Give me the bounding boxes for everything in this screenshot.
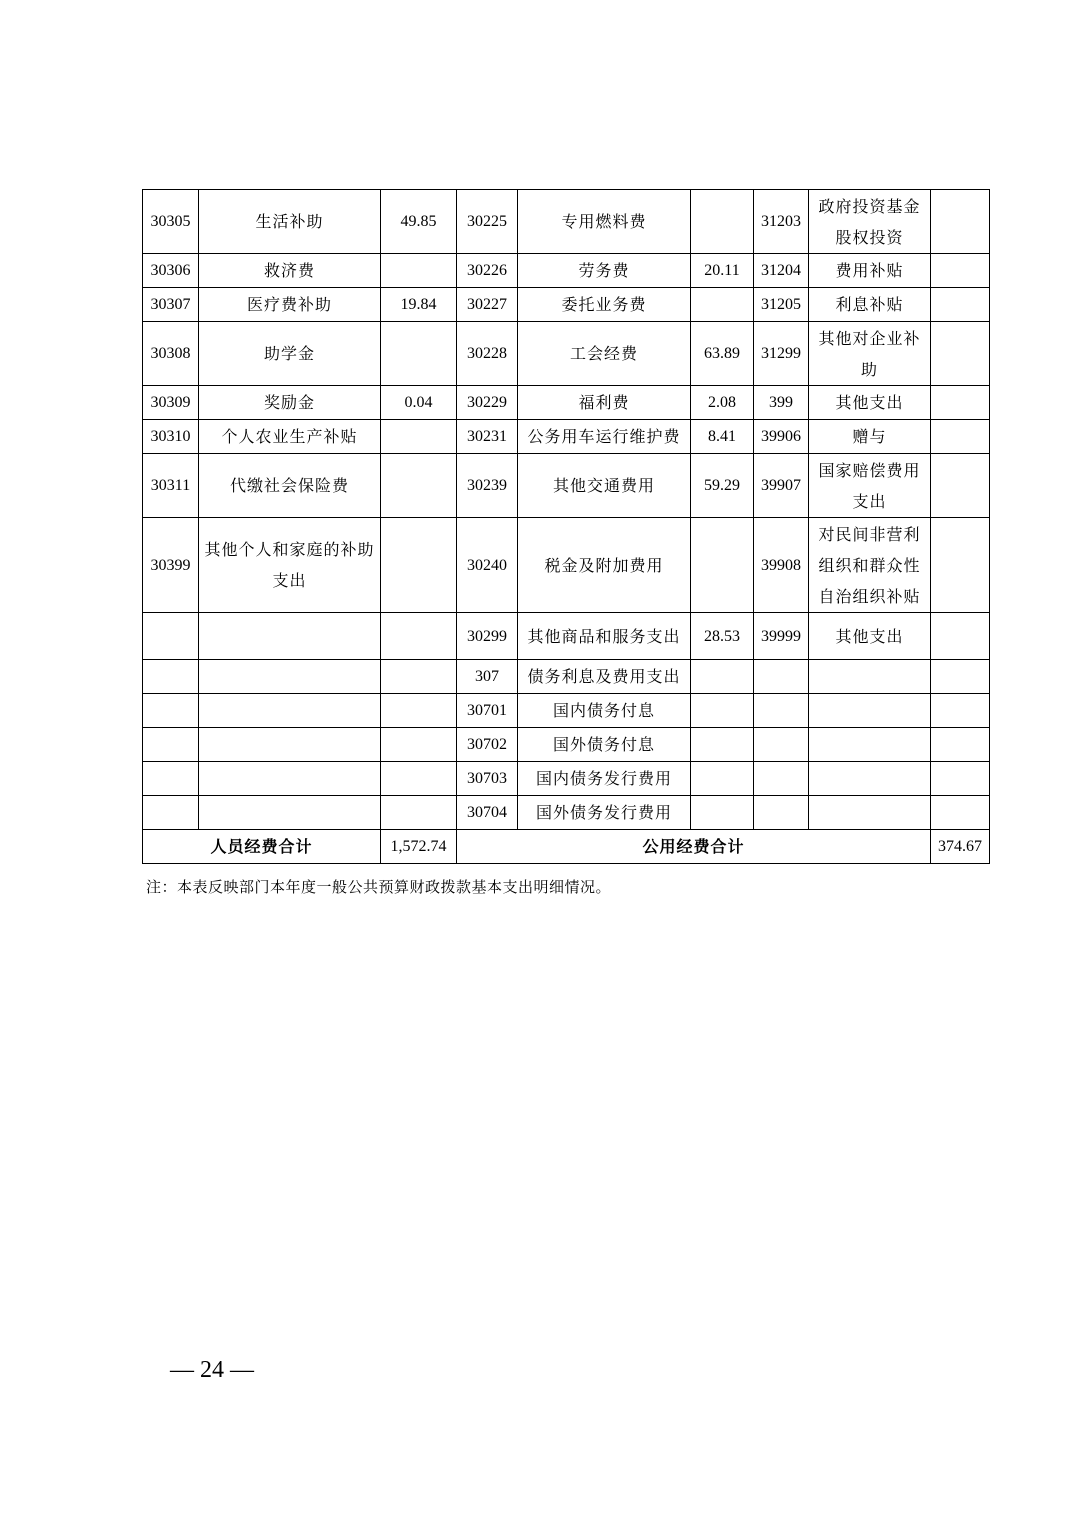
cell-item-1: 助学金 (199, 322, 381, 386)
cell-item-3 (809, 728, 931, 762)
cell-amount-2: 59.29 (691, 454, 754, 518)
cell-item-3 (809, 660, 931, 694)
cell-amount-1: 19.84 (381, 288, 457, 322)
cell-amount-2: 8.41 (691, 420, 754, 454)
cell-item-1: 医疗费补助 (199, 288, 381, 322)
cell-item-2: 委托业务费 (518, 288, 691, 322)
cell-amount-1 (381, 518, 457, 613)
table-row (143, 454, 990, 518)
cell-code-1 (143, 613, 199, 660)
table-row (143, 386, 990, 420)
cell-code-3: 39908 (754, 518, 809, 613)
cell-item-3: 政府投资基金股权投资 (809, 190, 931, 254)
cell-amount-2 (691, 694, 754, 728)
cell-code-1: 30310 (143, 420, 199, 454)
cell-code-2: 30703 (457, 762, 518, 796)
expenditure-detail-table (142, 189, 990, 864)
public-total-label: 公用经费合计 (457, 830, 931, 864)
cell-amount-1 (381, 322, 457, 386)
table-row (143, 518, 990, 613)
cell-item-2: 其他商品和服务支出 (518, 613, 691, 660)
cell-code-2: 30229 (457, 386, 518, 420)
table-row (143, 613, 990, 660)
cell-item-1 (199, 728, 381, 762)
cell-code-3: 31204 (754, 254, 809, 288)
cell-item-1 (199, 613, 381, 660)
cell-item-2: 其他交通费用 (518, 454, 691, 518)
cell-amount-3 (931, 386, 990, 420)
cell-amount-3 (931, 660, 990, 694)
cell-code-3 (754, 762, 809, 796)
cell-amount-1: 0.04 (381, 386, 457, 420)
cell-amount-1 (381, 762, 457, 796)
cell-amount-3 (931, 796, 990, 830)
cell-code-2: 30226 (457, 254, 518, 288)
cell-amount-3 (931, 613, 990, 660)
cell-item-1 (199, 762, 381, 796)
cell-item-1: 个人农业生产补贴 (199, 420, 381, 454)
table-row (143, 288, 990, 322)
cell-code-2: 30227 (457, 288, 518, 322)
cell-amount-2: 63.89 (691, 322, 754, 386)
cell-amount-2 (691, 288, 754, 322)
cell-item-1 (199, 694, 381, 728)
cell-code-3: 31299 (754, 322, 809, 386)
cell-amount-3 (931, 762, 990, 796)
cell-item-3: 其他对企业补助 (809, 322, 931, 386)
cell-item-1: 救济费 (199, 254, 381, 288)
cell-code-1 (143, 694, 199, 728)
cell-item-3: 其他支出 (809, 613, 931, 660)
cell-amount-1 (381, 660, 457, 694)
cell-amount-1 (381, 728, 457, 762)
cell-amount-2 (691, 660, 754, 694)
cell-item-2: 专用燃料费 (518, 190, 691, 254)
cell-code-2: 30225 (457, 190, 518, 254)
cell-code-2: 307 (457, 660, 518, 694)
cell-amount-1 (381, 454, 457, 518)
cell-amount-2: 20.11 (691, 254, 754, 288)
cell-amount-3 (931, 322, 990, 386)
cell-item-2: 债务利息及费用支出 (518, 660, 691, 694)
cell-code-1: 30308 (143, 322, 199, 386)
cell-item-3: 对民间非营利组织和群众性自治组织补贴 (809, 518, 931, 613)
table-row (143, 796, 990, 830)
cell-item-1: 代缴社会保险费 (199, 454, 381, 518)
cell-item-1 (199, 796, 381, 830)
cell-amount-2 (691, 796, 754, 830)
cell-code-1: 30309 (143, 386, 199, 420)
table-row (143, 728, 990, 762)
table-row (143, 420, 990, 454)
cell-code-3 (754, 694, 809, 728)
cell-item-2: 税金及附加费用 (518, 518, 691, 613)
cell-item-3 (809, 694, 931, 728)
cell-code-3: 31205 (754, 288, 809, 322)
cell-amount-1 (381, 694, 457, 728)
cell-amount-3 (931, 454, 990, 518)
cell-code-1 (143, 796, 199, 830)
personnel-total-label: 人员经费合计 (143, 830, 381, 864)
cell-item-2: 国外债务付息 (518, 728, 691, 762)
cell-code-3 (754, 796, 809, 830)
cell-code-1: 30305 (143, 190, 199, 254)
cell-item-3: 国家赔偿费用支出 (809, 454, 931, 518)
cell-item-3 (809, 762, 931, 796)
cell-item-1: 奖励金 (199, 386, 381, 420)
cell-item-3: 赠与 (809, 420, 931, 454)
cell-amount-3 (931, 728, 990, 762)
cell-item-3: 利息补贴 (809, 288, 931, 322)
cell-item-2: 劳务费 (518, 254, 691, 288)
cell-code-1 (143, 660, 199, 694)
cell-amount-2 (691, 190, 754, 254)
cell-amount-2 (691, 518, 754, 613)
cell-item-2: 国外债务发行费用 (518, 796, 691, 830)
cell-amount-3 (931, 190, 990, 254)
table-row (143, 660, 990, 694)
cell-item-2: 公务用车运行维护费 (518, 420, 691, 454)
cell-code-3 (754, 728, 809, 762)
cell-item-2: 国内债务付息 (518, 694, 691, 728)
cell-amount-3 (931, 518, 990, 613)
cell-amount-3 (931, 254, 990, 288)
personnel-total-value: 1,572.74 (381, 830, 457, 864)
cell-amount-3 (931, 288, 990, 322)
cell-item-3 (809, 796, 931, 830)
cell-item-2: 福利费 (518, 386, 691, 420)
table-row (143, 254, 990, 288)
table-note: 注：本表反映部门本年度一般公共预算财政拨款基本支出明细情况。 (146, 878, 612, 896)
cell-code-3: 399 (754, 386, 809, 420)
totals-row (143, 830, 990, 864)
cell-amount-2 (691, 728, 754, 762)
cell-item-3: 费用补贴 (809, 254, 931, 288)
cell-code-1 (143, 762, 199, 796)
cell-amount-3 (931, 420, 990, 454)
table-row (143, 694, 990, 728)
cell-code-1: 30311 (143, 454, 199, 518)
page-number: — 24 — (170, 1357, 254, 1383)
cell-item-1: 生活补助 (199, 190, 381, 254)
table-row (143, 190, 990, 254)
cell-code-2: 30240 (457, 518, 518, 613)
cell-item-2: 国内债务发行费用 (518, 762, 691, 796)
cell-code-3: 31203 (754, 190, 809, 254)
cell-code-2: 30231 (457, 420, 518, 454)
cell-amount-2: 2.08 (691, 386, 754, 420)
cell-code-3: 39999 (754, 613, 809, 660)
cell-amount-2 (691, 762, 754, 796)
cell-amount-1 (381, 796, 457, 830)
cell-code-1: 30399 (143, 518, 199, 613)
cell-code-3 (754, 660, 809, 694)
table-row (143, 322, 990, 386)
cell-amount-1 (381, 254, 457, 288)
table-row (143, 762, 990, 796)
cell-code-2: 30701 (457, 694, 518, 728)
cell-amount-1 (381, 613, 457, 660)
cell-code-2: 30299 (457, 613, 518, 660)
cell-code-1: 30306 (143, 254, 199, 288)
cell-code-3: 39906 (754, 420, 809, 454)
cell-item-1: 其他个人和家庭的补助支出 (199, 518, 381, 613)
cell-item-2: 工会经费 (518, 322, 691, 386)
cell-code-1: 30307 (143, 288, 199, 322)
cell-code-2: 30704 (457, 796, 518, 830)
cell-item-3: 其他支出 (809, 386, 931, 420)
cell-amount-1: 49.85 (381, 190, 457, 254)
cell-code-2: 30228 (457, 322, 518, 386)
cell-code-2: 30239 (457, 454, 518, 518)
public-total-value: 374.67 (931, 830, 990, 864)
cell-code-2: 30702 (457, 728, 518, 762)
cell-item-1 (199, 660, 381, 694)
cell-amount-3 (931, 694, 990, 728)
cell-code-3: 39907 (754, 454, 809, 518)
cell-amount-2: 28.53 (691, 613, 754, 660)
cell-amount-1 (381, 420, 457, 454)
cell-code-1 (143, 728, 199, 762)
